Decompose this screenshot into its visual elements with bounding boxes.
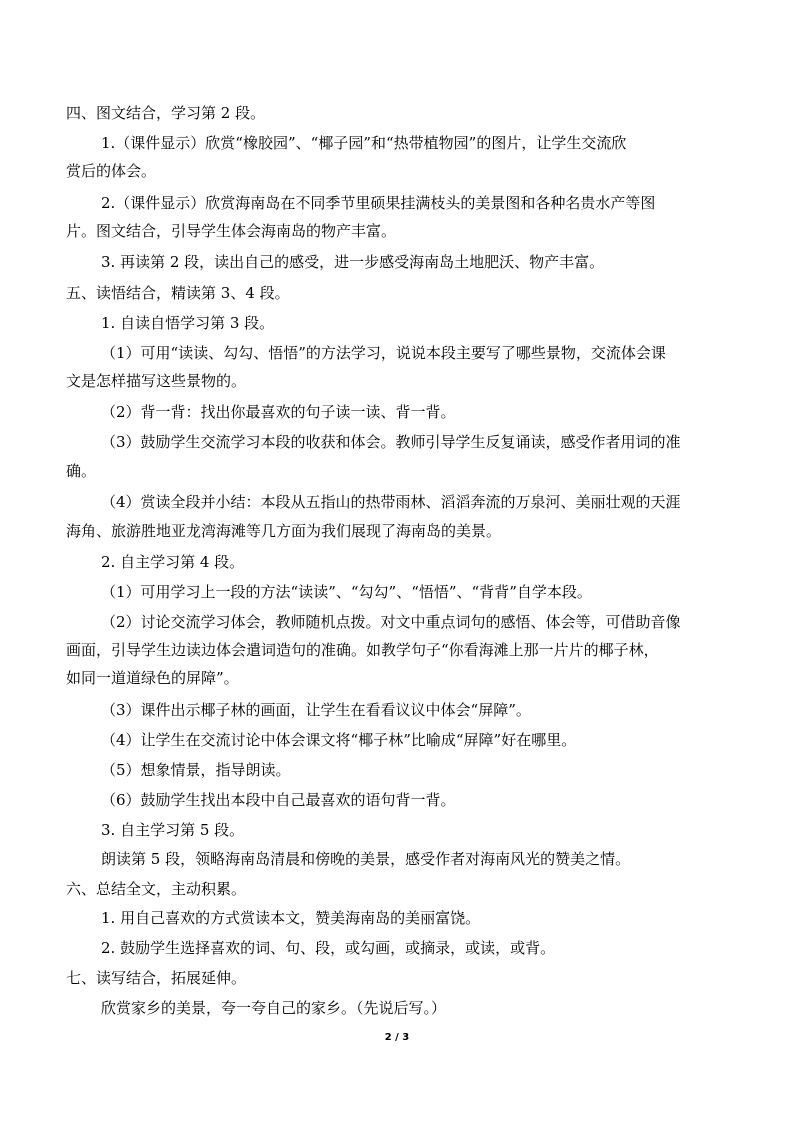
- text-line: 赏后的体会。: [66, 162, 157, 180]
- text-line: 2. 自主学习第 4 段。: [101, 553, 245, 571]
- text-line: 3. 再读第 2 段，读出自己的感受，进一步感受海南岛土地肥沃、物产丰富。: [101, 253, 605, 271]
- section-heading-6: 六、总结全文，主动积累。: [66, 880, 247, 898]
- page-number: 2 / 3: [384, 1032, 410, 1043]
- text-line: 1. 用自己喜欢的方式赏读本文，赞美海南岛的美丽富饶。: [101, 909, 481, 927]
- text-line: （3）鼓励学生交流学习本段的收获和体会。教师引导学生反复诵读，感受作者用词的准: [101, 433, 681, 451]
- section-heading-5: 五、读悟结合，精读第 3、4 段。: [66, 284, 290, 302]
- text-line: 欣赏家乡的美景，夸一夸自己的家乡。（先说后写。）: [101, 999, 447, 1017]
- text-line: （2）背一背：找出你最喜欢的句子读一读、背一背。: [101, 403, 456, 421]
- text-line: 画面，引导学生边读边体会遣词造句的准确。如教学句子“你看海滩上那一片片的椰子林，: [66, 641, 659, 659]
- text-line: 海角、旅游胜地亚龙湾海滩等几方面为我们展现了海南岛的美景。: [66, 522, 502, 540]
- text-line: （1）可用“读读、勾勾、悟悟”的方法学习，说说本段主要写了哪些景物，交流体会课: [101, 344, 666, 362]
- text-line: （2）讨论交流学习体会，教师随机点拨。对文中重点词句的感悟、体会等，可借助音像: [101, 613, 681, 631]
- text-line: （4）赏读全段并小结：本段从五指山的热带雨林、滔滔奔流的万泉河、美丽壮观的天涯: [101, 493, 681, 511]
- section-heading-7: 七、读写结合，拓展延伸。: [66, 969, 247, 987]
- text-line: 如同一道道绿色的屏障”。: [66, 669, 239, 687]
- text-line: 1.（课件显示）欣赏“橡胶园”、“椰子园”和“热带植物园”的图片，让学生交流欣: [101, 134, 627, 152]
- text-line: 2.（课件显示）欣赏海南岛在不同季节里硕果挂满枝头的美景图和各种名贵水产等图: [101, 194, 656, 212]
- text-line: 确。: [66, 462, 97, 480]
- text-line: 2. 鼓励学生选择喜欢的词、句、段，或勾画，或摘录，或读，或背。: [101, 939, 556, 957]
- text-line: 3. 自主学习第 5 段。: [101, 821, 245, 839]
- text-line: （3）课件出示椰子林的画面，让学生在看看议议中体会“屏障”。: [101, 701, 531, 719]
- text-line: 文是怎样描写这些景物的。: [66, 372, 247, 390]
- text-line: （6）鼓励学生找出本段中自己最喜欢的语句背一背。: [101, 791, 456, 809]
- text-line: 1. 自读自悟学习第 3 段。: [101, 314, 275, 332]
- text-line: 朗读第 5 段，领略海南岛清晨和傍晚的美景，感受作者对海南风光的赞美之情。: [101, 850, 631, 868]
- section-heading-4: 四、图文结合，学习第 2 段。: [66, 104, 266, 122]
- text-line: （4）让学生在交流讨论中体会课文将“椰子林”比喻成“屏障”好在哪里。: [101, 731, 577, 749]
- text-line: （5）想象情景，指导朗读。: [101, 761, 291, 779]
- text-line: （1）可用学习上一段的方法“读读”、“勾勾”、“悟悟”、“背背”自学本段。: [101, 583, 592, 601]
- text-line: 片。图文结合，引导学生体会海南岛的物产丰富。: [66, 222, 397, 240]
